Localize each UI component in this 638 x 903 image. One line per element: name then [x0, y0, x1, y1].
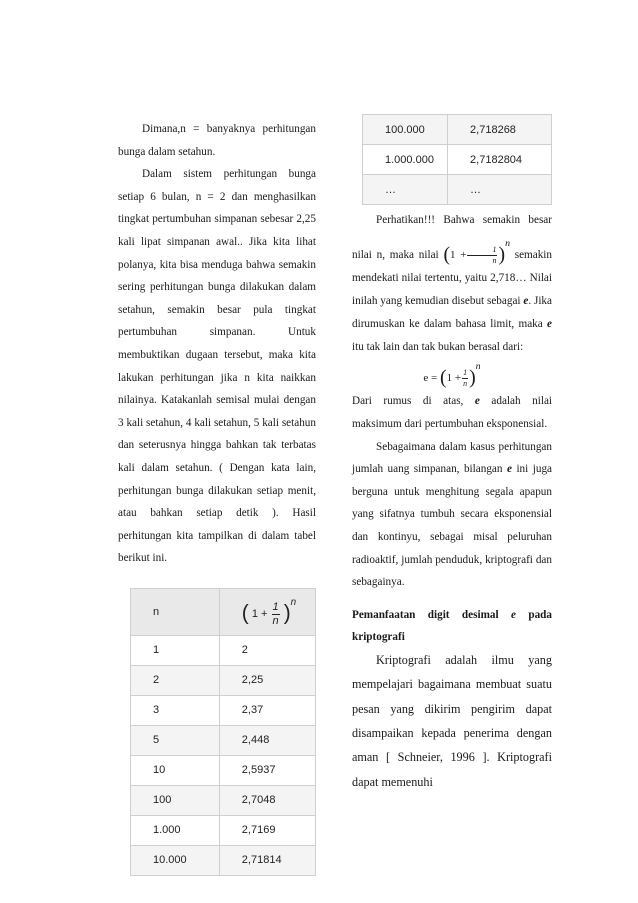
paragraph-cryptography: Kriptografi adalah ilmu yang mempelajari bagaimana membuat suatu pesan yang dikirim pengirim dapat disampaikan kepada penerima dengan aman [ Schneier, 1996 ]. Kriptografi dapat memenuhi [352, 652, 552, 789]
paragraph-formula-meaning: Dari rumus di atas, e adalah nilai maksimum dari pertumbuhan eksponensial. [352, 395, 553, 430]
table-row: 1.000 2,7169 [131, 815, 316, 845]
table-row: 1.000.000 2,7182804 [363, 145, 552, 175]
table-right-wrapper [352, 114, 552, 205]
paragraph-definition-n: Dimana,n = banyaknya perhitungan bunga dalam setahun. [118, 123, 316, 158]
table-row: 100.000 2,718268 [363, 115, 552, 145]
formula-header: ( 1 + $\frac{1}{n}$ )n [241, 597, 297, 627]
inline-formula: (1 + $\frac{1}{n}$ )n [443, 238, 510, 266]
right-column [352, 114, 552, 794]
paragraph-observation: Perhatikan!!! Bahwa semakin besar nilai n, maka nilai (1 + $\frac{1}{n}$ )n semakin mendekati nilai tertentu, yaitu 2,718… Nilai inilah yang kemudian disebut sebagai e. Jika dirumuskan ke dalam bahasa limit, maka e itu tak lain dan tak bukan berasal dari: [352, 214, 553, 353]
header-n: n [131, 588, 220, 635]
fraction-1-over-n: $\frac{1}{n}$ [272, 600, 279, 627]
table-row: 10 2,5937 [131, 755, 316, 785]
table-row: 5 2,448 [131, 725, 316, 755]
growth-table-continued [362, 114, 552, 205]
table-row: 100 2,7048 [131, 785, 316, 815]
table-row: … … [363, 175, 552, 205]
left-column [118, 118, 316, 876]
section-heading-cryptography: Pemanfaatan digit desimal e pada kriptografi [352, 608, 552, 643]
table-row: 2 2,25 [131, 665, 316, 695]
growth-table [130, 588, 316, 876]
table-row: 10.000 2,71814 [131, 845, 316, 875]
paragraph-applications: Sebagaimana dalam kasus perhitungan jumlah uang simpanan, bilangan e ini juga berguna untuk menghitung segala apapun yang sifatnya tumbuh secara eksponensial dan kontinyu, sebagai misal peluruhan radioaktif, jumlah penduduk, kriptografi dan sebagainya. [352, 440, 553, 589]
table-row: 1 2 [131, 635, 316, 665]
header-formula [219, 588, 315, 635]
paragraph-interest-calculation: Dalam sistem perhitungan bunga setiap 6 bulan, n = 2 dan menghasilkan tingkat pertumbuhan simpanan sebesar 2,25 kali lipat simpanan awal.. Jika kita lihat polanya, kita bisa menduga bahwa semakin sering perhitungan bunga dilakukan dalam setahun, semakin besar pula tingkat pertumbuhan simpanan. Untuk membuktikan dugaan tersebut, maka kita lakukan perhitungan jika n kita naikkan nilainya. Katakanlah semisal mulai dengan 3 kali setahun, 4 kali setahun, 5 kali setahun dan seterusnya hingga bahkan tak terbatas kali dalam setahun. ( Dengan kata lain, perhitungan bunga dilakukan setiap menit, atau bahkan setiap detik ). Hasil perhitungan kita tampilkan di dalam tabel berikut ini. [118, 168, 316, 565]
table-header-row [131, 588, 316, 635]
table-left-wrapper [118, 570, 316, 876]
table-row: 3 2,37 [131, 695, 316, 725]
limit-formula: e = (1 + $\frac{1}{n}$ )n [423, 361, 481, 389]
